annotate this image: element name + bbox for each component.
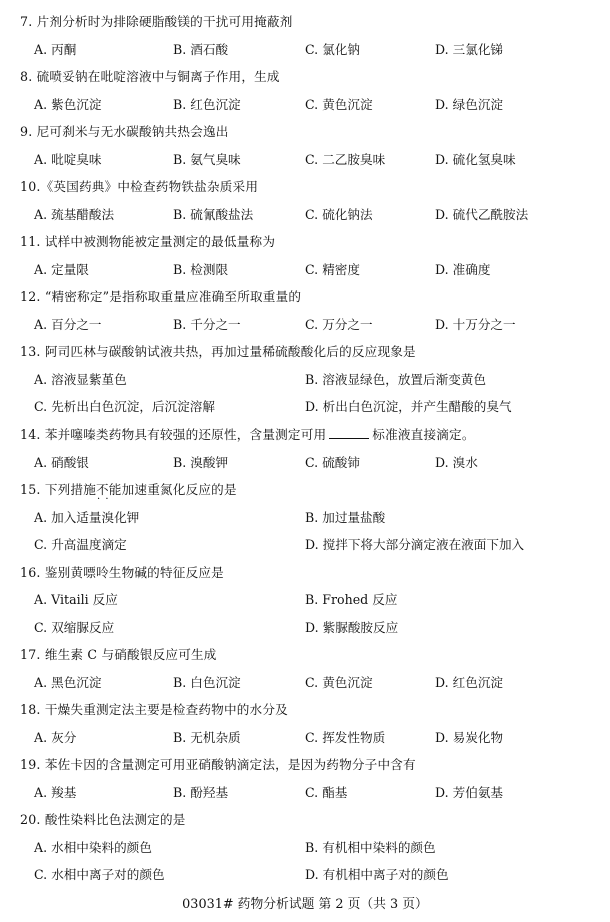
option-a: A. 丙酮 (34, 42, 77, 57)
option-d: D. 搅拌下将大部分滴定液在液面下加入 (305, 537, 525, 552)
question-10-options (0, 204, 610, 224)
question-16-stem: 16. 鉴别黄嘌呤生物碱的特征反应是 (20, 565, 224, 580)
option-b: B. 有机相中染料的颜色 (305, 840, 436, 855)
option-c: C. 黄色沉淀 (305, 97, 373, 112)
option-d: D. 硫化氢臭味 (435, 152, 516, 167)
option-c: C. 水相中离子对的颜色 (34, 867, 165, 882)
question-11-options (0, 259, 610, 279)
question-18-stem: 18. 干燥失重测定法主要是检查药物中的水分及 (20, 702, 288, 717)
question-10-stem: 10.《英国药典》中检查药物铁盐杂质采用 (20, 179, 259, 194)
option-a: A. 定量限 (34, 262, 89, 277)
option-a: A. 加入适量溴化钾 (34, 510, 140, 525)
option-c: C. 先析出白色沉淀，后沉淀溶解 (34, 399, 215, 414)
question-16-options-row2 (0, 617, 610, 637)
question-14-stem: 14. 苯并噻嗪类药物具有较强的还原性，含量测定可用 标准液直接滴定。 (20, 427, 475, 442)
option-b: B. 无机杂质 (173, 730, 241, 745)
option-d: D. 溴水 (435, 455, 478, 470)
option-d: D. 芳伯氨基 (435, 785, 504, 800)
option-d: D. 十万分之一 (435, 317, 516, 332)
question-7-stem: 7. 片剂分析时为排除硬脂酸镁的干扰可用掩蔽剂 (20, 14, 293, 29)
question-13-options-row1 (0, 369, 610, 389)
option-a: A. 巯基醋酸法 (34, 207, 115, 222)
option-a: A. 吡啶臭味 (34, 152, 102, 167)
option-a: A. 水相中染料的颜色 (34, 840, 152, 855)
option-b: B. 溶液显绿色，放置后渐变黄色 (305, 372, 486, 387)
option-d: D. 紫脲酸胺反应 (305, 620, 399, 635)
option-a: A. 溶液显紫堇色 (34, 372, 127, 387)
option-d: D. 易炭化物 (435, 730, 504, 745)
option-d: D. 准确度 (435, 262, 491, 277)
question-19-options (0, 782, 610, 802)
option-d: D. 红色沉淀 (435, 675, 504, 690)
option-a: A. 硝酸银 (34, 455, 89, 470)
question-17-stem: 17. 维生素 C 与硝酸银反应可生成 (20, 647, 217, 662)
question-16-options-row1 (0, 589, 610, 609)
question-14-options (0, 452, 610, 472)
option-a: A. 紫色沉淀 (34, 97, 102, 112)
fill-in-blank (329, 426, 369, 439)
option-d: D. 硫代乙酰胺法 (435, 207, 529, 222)
option-b: B. 检测限 (173, 262, 229, 277)
option-a: A. 百分之一 (34, 317, 102, 332)
question-9-stem: 9. 尼可刹米与无水碳酸钠共热会逸出 (20, 124, 229, 139)
option-b: B. 酚羟基 (173, 785, 229, 800)
question-20-stem: 20. 酸性染料比色法测定的是 (20, 812, 186, 827)
question-17-options (0, 672, 610, 692)
question-15-stem: 15. 下列措施不能 · ·加速重氮化反应的是 (0, 479, 610, 499)
option-c: C. 氯化钠 (305, 42, 360, 57)
question-20-options-row2 (0, 864, 610, 884)
question-13-stem: 13. 阿司匹林与碳酸钠试液共热，再加过量稀硫酸酸化后的反应现象是 (20, 344, 416, 359)
question-15-options-row2 (0, 534, 610, 554)
option-c: C. 硫酸铈 (305, 455, 360, 470)
option-d: D. 绿色沉淀 (435, 97, 504, 112)
question-13-options-row2 (0, 396, 610, 416)
question-19-stem: 19. 苯佐卡因的含量测定可用亚硝酸钠滴定法，是因为药物分子中含有 (20, 757, 416, 772)
option-d: D. 析出白色沉淀，并产生醋酸的臭气 (305, 399, 512, 414)
option-c: C. 万分之一 (305, 317, 373, 332)
option-b: B. 硫氰酸盐法 (173, 207, 254, 222)
question-20-options-row1 (0, 837, 610, 857)
option-a: A. 羧基 (34, 785, 77, 800)
option-c: C. 二乙胺臭味 (305, 152, 386, 167)
option-b: B. 红色沉淀 (173, 97, 241, 112)
option-d: D. 三氯化锑 (435, 42, 504, 57)
option-a: A. 灰分 (34, 730, 77, 745)
option-b: B. 氨气臭味 (173, 152, 241, 167)
page-footer: 03031# 药物分析试题 第 2 页（共 3 页） (182, 897, 428, 912)
question-9-options (0, 149, 610, 169)
question-15-options-row1 (0, 507, 610, 527)
option-c: C. 双缩脲反应 (34, 620, 115, 635)
question-7-options (0, 39, 610, 59)
option-d: D. 有机相中离子对的颜色 (305, 867, 449, 882)
emphasis-dots: 不能 · · (96, 482, 122, 497)
option-c: C. 硫化钠法 (305, 207, 373, 222)
question-12-stem: 12. “精密称定”是指称取重量应准确至所取重量的 (20, 289, 302, 304)
option-a: A. Vitaili 反应 (34, 592, 118, 607)
question-11-stem: 11. 试样中被测物能被定量测定的最低量称为 (20, 234, 276, 249)
question-8-stem: 8. 硫喷妥钠在吡啶溶液中与铜离子作用，生成 (20, 69, 280, 84)
option-b: B. Frohed 反应 (305, 592, 398, 607)
question-12-options (0, 314, 610, 334)
question-8-options (0, 94, 610, 114)
option-c: C. 挥发性物质 (305, 730, 386, 745)
option-a: A. 黑色沉淀 (34, 675, 102, 690)
option-c: C. 升高温度滴定 (34, 537, 127, 552)
option-b: B. 白色沉淀 (173, 675, 241, 690)
option-c: C. 酯基 (305, 785, 348, 800)
option-b: B. 加过量盐酸 (305, 510, 386, 525)
option-b: B. 千分之一 (173, 317, 241, 332)
option-c: C. 黄色沉淀 (305, 675, 373, 690)
option-b: B. 溴酸钾 (173, 455, 229, 470)
option-c: C. 精密度 (305, 262, 360, 277)
question-18-options (0, 727, 610, 747)
option-b: B. 酒石酸 (173, 42, 229, 57)
